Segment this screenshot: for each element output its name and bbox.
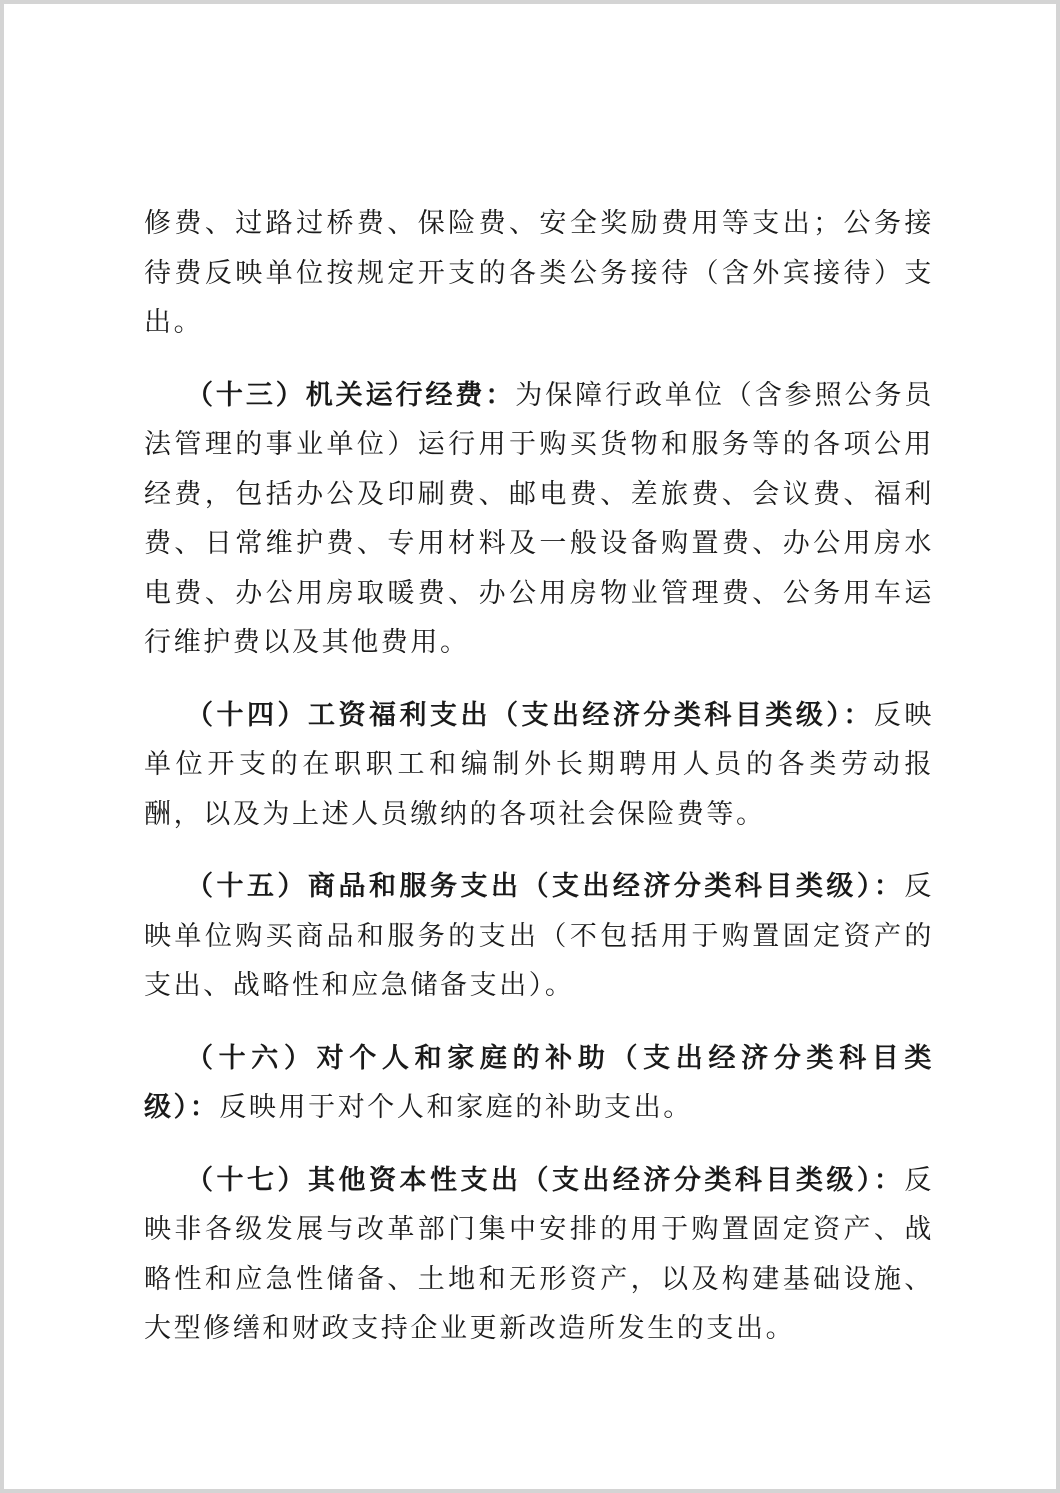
paragraph-item-17: [144, 1156, 934, 1354]
item-15-text: 反映单位购买商品和服务的支出（不包括用于购置固定资产的支出、战略性和应急储备支出）。: [144, 871, 934, 1001]
document-body: [144, 199, 934, 1354]
item-15-heading: （十五）商品和服务支出（支出经济分类科目类级）：: [186, 871, 905, 902]
item-13-heading: （十三）机关运行经费：: [186, 379, 516, 411]
item-13-text: 为保障行政单位（含参照公务员法管理的事业单位）运行用于购买货物和服务等的各项公用经费，包括办公及印刷费、邮电费、差旅费、会议费、福利费、日常维护费、专用材料及一般设备购置费、办公用房水电费、办公用房取暖费、办公用房物业管理费、公务用车运行维护费以及其他费用。: [144, 379, 934, 658]
item-16-text: 反映用于对个人和家庭的补助支出。: [219, 1092, 693, 1123]
paragraph-item-15: [144, 862, 934, 1011]
item-16-heading: （十六）对个人和家庭的补助（支出经济分类科目类级）：: [144, 1042, 934, 1123]
item-17-heading: （十七）其他资本性支出（支出经济分类科目类级）：: [186, 1164, 905, 1196]
paragraph-text: 修费、过路过桥费、保险费、安全奖励费用等支出；公务接待费反映单位按规定开支的各类公务接待（含外宾接待）支出。: [144, 208, 934, 338]
item-17-text: 反映非各级发展与改革部门集中安排的用于购置固定资产、战略性和应急性储备、土地和无形资产，以及构建基础设施、大型修缮和财政支持企业更新改造所发生的支出。: [144, 1164, 934, 1344]
paragraph-item-13: [144, 371, 934, 668]
paragraph-item-14: [144, 691, 934, 840]
paragraph-continuation: [144, 199, 934, 348]
item-14-heading: （十四）工资福利支出（支出经济分类科目类级）：: [186, 699, 874, 731]
item-14-text: 反映单位开支的在职职工和编制外长期聘用人员的各类劳动报酬，以及为上述人员缴纳的各项社会保险费等。: [144, 699, 934, 830]
paragraph-item-16: [144, 1034, 934, 1133]
